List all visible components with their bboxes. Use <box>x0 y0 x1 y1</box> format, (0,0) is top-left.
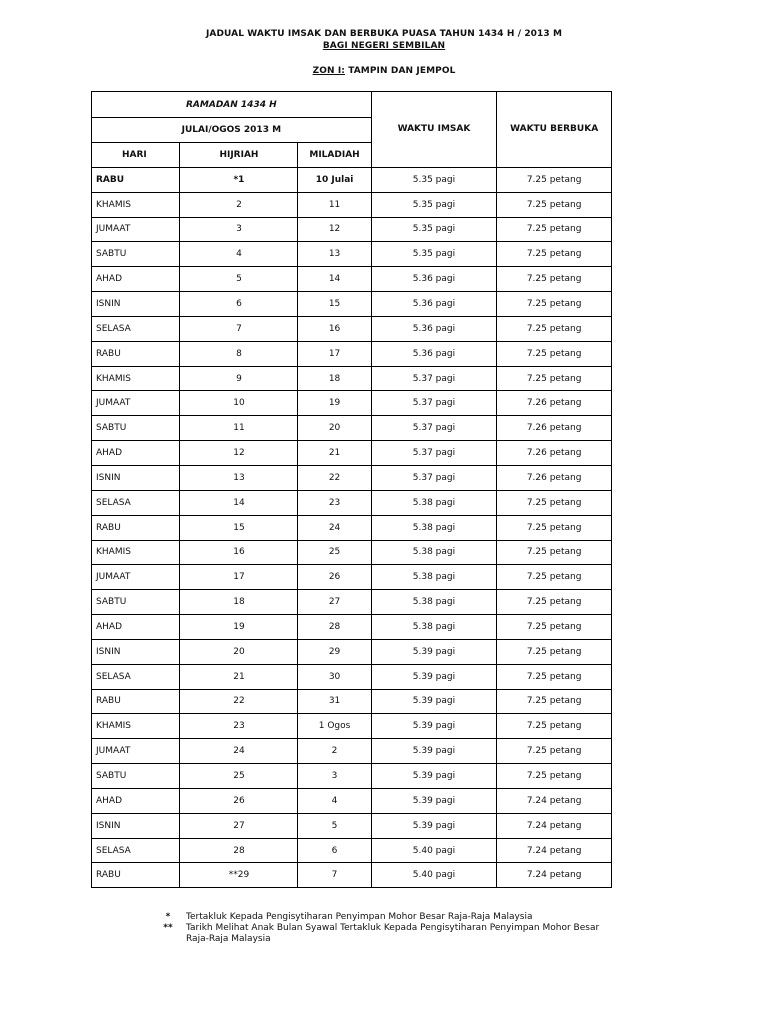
hijriah-cell: 6 <box>180 292 298 317</box>
imsak-cell: 5.37 pagi <box>371 391 497 416</box>
berbuka-cell: 7.25 petang <box>497 167 612 192</box>
imsak-cell: 5.36 pagi <box>371 267 497 292</box>
table-row <box>92 664 612 689</box>
hari-cell: ISNIN <box>92 292 180 317</box>
hari-cell: KHAMIS <box>92 714 180 739</box>
hari-cell: AHAD <box>92 267 180 292</box>
miladiah-cell: 1 Ogos <box>298 714 371 739</box>
imsak-cell: 5.37 pagi <box>371 366 497 391</box>
table-row <box>92 540 612 565</box>
header-row-ramadan <box>92 92 612 118</box>
hijriah-cell: 28 <box>180 838 298 863</box>
ramadan-label: RAMADAN 1434 H <box>92 92 372 118</box>
berbuka-cell: 7.25 petang <box>497 639 612 664</box>
footnote <box>150 923 620 945</box>
hijriah-cell: 17 <box>180 565 298 590</box>
hari-cell: SELASA <box>92 838 180 863</box>
imsak-cell: 5.38 pagi <box>371 490 497 515</box>
col-imsak-header: WAKTU IMSAK <box>371 92 497 168</box>
hari-cell: RABU <box>92 341 180 366</box>
hari-cell: RABU <box>92 689 180 714</box>
imsak-cell: 5.36 pagi <box>371 341 497 366</box>
hari-cell: AHAD <box>92 441 180 466</box>
miladiah-cell: 31 <box>298 689 371 714</box>
table-row <box>92 639 612 664</box>
berbuka-cell: 7.25 petang <box>497 292 612 317</box>
miladiah-cell: 26 <box>298 565 371 590</box>
hari-cell: RABU <box>92 515 180 540</box>
zone-name: TAMPIN DAN JEMPOL <box>344 66 456 76</box>
hijriah-cell: 7 <box>180 316 298 341</box>
table-row <box>92 391 612 416</box>
table-row <box>92 689 612 714</box>
miladiah-cell: 28 <box>298 615 371 640</box>
miladiah-cell: 27 <box>298 590 371 615</box>
imsak-cell: 5.35 pagi <box>371 167 497 192</box>
berbuka-cell: 7.25 petang <box>497 316 612 341</box>
miladiah-cell: 23 <box>298 490 371 515</box>
hijriah-cell: 14 <box>180 490 298 515</box>
hari-cell: SELASA <box>92 490 180 515</box>
berbuka-cell: 7.25 petang <box>497 217 612 242</box>
miladiah-cell: 2 <box>298 739 371 764</box>
hari-cell: SABTU <box>92 764 180 789</box>
imsak-cell: 5.35 pagi <box>371 217 497 242</box>
imsak-cell: 5.37 pagi <box>371 465 497 490</box>
table-row <box>92 838 612 863</box>
hari-cell: ISNIN <box>92 465 180 490</box>
table-row <box>92 813 612 838</box>
imsak-cell: 5.36 pagi <box>371 316 497 341</box>
imsak-cell: 5.39 pagi <box>371 639 497 664</box>
berbuka-cell: 7.25 petang <box>497 764 612 789</box>
miladiah-cell: 5 <box>298 813 371 838</box>
hijriah-cell: 27 <box>180 813 298 838</box>
hari-cell: KHAMIS <box>92 192 180 217</box>
hari-cell: JUMAAT <box>92 217 180 242</box>
miladiah-cell: 11 <box>298 192 371 217</box>
table-row <box>92 242 612 267</box>
footnotes <box>150 912 620 945</box>
miladiah-cell: 13 <box>298 242 371 267</box>
imsak-cell: 5.39 pagi <box>371 813 497 838</box>
hijriah-cell: 21 <box>180 664 298 689</box>
hijriah-cell: 5 <box>180 267 298 292</box>
hari-cell: AHAD <box>92 615 180 640</box>
miladiah-cell: 24 <box>298 515 371 540</box>
berbuka-cell: 7.24 petang <box>497 838 612 863</box>
footnote-mark: ** <box>163 923 173 933</box>
zone-heading <box>0 66 768 76</box>
table-row <box>92 863 612 888</box>
hijriah-cell: 19 <box>180 615 298 640</box>
table-row <box>92 292 612 317</box>
hijriah-cell: 20 <box>180 639 298 664</box>
miladiah-cell: 25 <box>298 540 371 565</box>
miladiah-cell: 6 <box>298 838 371 863</box>
berbuka-cell: 7.25 petang <box>497 540 612 565</box>
hijriah-cell: 8 <box>180 341 298 366</box>
table-row <box>92 490 612 515</box>
table-row <box>92 416 612 441</box>
col-berbuka-header: WAKTU BERBUKA <box>497 92 612 168</box>
miladiah-cell: 17 <box>298 341 371 366</box>
hijriah-cell: 15 <box>180 515 298 540</box>
table-row <box>92 366 612 391</box>
imsak-cell: 5.39 pagi <box>371 689 497 714</box>
imsak-cell: 5.40 pagi <box>371 838 497 863</box>
imsak-cell: 5.39 pagi <box>371 788 497 813</box>
table-row <box>92 465 612 490</box>
imsak-cell: 5.38 pagi <box>371 515 497 540</box>
hari-cell: RABU <box>92 167 180 192</box>
miladiah-cell: 21 <box>298 441 371 466</box>
hijriah-cell: 2 <box>180 192 298 217</box>
hari-cell: SELASA <box>92 316 180 341</box>
imsak-cell: 5.38 pagi <box>371 540 497 565</box>
footnote <box>150 912 620 923</box>
table-row <box>92 714 612 739</box>
hari-cell: ISNIN <box>92 813 180 838</box>
table-row <box>92 764 612 789</box>
imsak-cell: 5.35 pagi <box>371 242 497 267</box>
berbuka-cell: 7.26 petang <box>497 465 612 490</box>
berbuka-cell: 7.25 petang <box>497 590 612 615</box>
col-miladiah-header: MILADIAH <box>298 143 371 168</box>
table-row <box>92 739 612 764</box>
hijriah-cell: 9 <box>180 366 298 391</box>
berbuka-cell: 7.25 petang <box>497 515 612 540</box>
berbuka-cell: 7.25 petang <box>497 714 612 739</box>
hijriah-cell: 12 <box>180 441 298 466</box>
hijriah-cell: *1 <box>180 167 298 192</box>
miladiah-cell: 15 <box>298 292 371 317</box>
hijriah-cell: 11 <box>180 416 298 441</box>
miladiah-cell: 4 <box>298 788 371 813</box>
berbuka-cell: 7.24 petang <box>497 863 612 888</box>
table-row <box>92 590 612 615</box>
hari-cell: RABU <box>92 863 180 888</box>
berbuka-cell: 7.26 petang <box>497 441 612 466</box>
hijriah-cell: 22 <box>180 689 298 714</box>
imsak-cell: 5.38 pagi <box>371 565 497 590</box>
hari-cell: KHAMIS <box>92 540 180 565</box>
berbuka-cell: 7.26 petang <box>497 391 612 416</box>
hari-cell: SELASA <box>92 664 180 689</box>
imsak-cell: 5.39 pagi <box>371 764 497 789</box>
state-subtitle: BAGI NEGERI SEMBILAN <box>322 41 446 51</box>
table-row <box>92 316 612 341</box>
table-row <box>92 267 612 292</box>
table-row <box>92 167 612 192</box>
col-hijriah-header: HIJRIAH <box>180 143 298 168</box>
hijriah-cell: 13 <box>180 465 298 490</box>
hari-cell: JUMAAT <box>92 391 180 416</box>
berbuka-cell: 7.25 petang <box>497 739 612 764</box>
month-label: JULAI/OGOS 2013 M <box>92 118 372 143</box>
zone-label: ZON I: <box>312 66 345 76</box>
table-row <box>92 217 612 242</box>
miladiah-cell: 3 <box>298 764 371 789</box>
hijriah-cell: 4 <box>180 242 298 267</box>
miladiah-cell: 19 <box>298 391 371 416</box>
imsak-cell: 5.38 pagi <box>371 615 497 640</box>
hijriah-cell: 25 <box>180 764 298 789</box>
table-row <box>92 441 612 466</box>
table-row <box>92 341 612 366</box>
hari-cell: SABTU <box>92 416 180 441</box>
imsak-cell: 5.39 pagi <box>371 714 497 739</box>
footnote-text: Tarikh Melihat Anak Bulan Syawal Tertakluk Kepada Pengisytiharan Penyimpan Mohor Besar Raja-Raja Malaysia <box>186 923 600 944</box>
col-hari-header: HARI <box>92 143 180 168</box>
miladiah-cell: 30 <box>298 664 371 689</box>
table-row <box>92 515 612 540</box>
imsak-cell: 5.38 pagi <box>371 590 497 615</box>
hijriah-cell: 23 <box>180 714 298 739</box>
hijriah-cell: 10 <box>180 391 298 416</box>
footnote-text: Tertakluk Kepada Pengisytiharan Penyimpan Mohor Besar Raja-Raja Malaysia <box>186 912 533 922</box>
miladiah-cell: 18 <box>298 366 371 391</box>
hijriah-cell: 16 <box>180 540 298 565</box>
berbuka-cell: 7.24 petang <box>497 788 612 813</box>
berbuka-cell: 7.25 petang <box>497 242 612 267</box>
miladiah-cell: 10 Julai <box>298 167 371 192</box>
berbuka-cell: 7.25 petang <box>497 192 612 217</box>
imsak-cell: 5.36 pagi <box>371 292 497 317</box>
hari-cell: AHAD <box>92 788 180 813</box>
hari-cell: ISNIN <box>92 639 180 664</box>
table-row <box>92 192 612 217</box>
berbuka-cell: 7.25 petang <box>497 565 612 590</box>
miladiah-cell: 16 <box>298 316 371 341</box>
berbuka-cell: 7.25 petang <box>497 366 612 391</box>
table-row <box>92 788 612 813</box>
hari-cell: JUMAAT <box>92 739 180 764</box>
berbuka-cell: 7.25 petang <box>497 341 612 366</box>
berbuka-cell: 7.25 petang <box>497 615 612 640</box>
berbuka-cell: 7.26 petang <box>497 416 612 441</box>
document-title: JADUAL WAKTU IMSAK DAN BERBUKA PUASA TAHUN 1434 H / 2013 M <box>205 29 563 39</box>
imsak-cell: 5.40 pagi <box>371 863 497 888</box>
imsak-cell: 5.35 pagi <box>371 192 497 217</box>
table-row <box>92 615 612 640</box>
miladiah-cell: 12 <box>298 217 371 242</box>
miladiah-cell: 22 <box>298 465 371 490</box>
hijriah-cell: 3 <box>180 217 298 242</box>
hijriah-cell: **29 <box>180 863 298 888</box>
schedule-table <box>91 91 612 888</box>
hari-cell: JUMAAT <box>92 565 180 590</box>
imsak-cell: 5.39 pagi <box>371 664 497 689</box>
hari-cell: SABTU <box>92 242 180 267</box>
berbuka-cell: 7.24 petang <box>497 813 612 838</box>
miladiah-cell: 20 <box>298 416 371 441</box>
miladiah-cell: 7 <box>298 863 371 888</box>
imsak-cell: 5.37 pagi <box>371 441 497 466</box>
imsak-cell: 5.39 pagi <box>371 739 497 764</box>
berbuka-cell: 7.25 petang <box>497 689 612 714</box>
berbuka-cell: 7.25 petang <box>497 664 612 689</box>
miladiah-cell: 14 <box>298 267 371 292</box>
hijriah-cell: 18 <box>180 590 298 615</box>
table-row <box>92 565 612 590</box>
imsak-cell: 5.37 pagi <box>371 416 497 441</box>
hari-cell: KHAMIS <box>92 366 180 391</box>
hijriah-cell: 26 <box>180 788 298 813</box>
miladiah-cell: 29 <box>298 639 371 664</box>
hijriah-cell: 24 <box>180 739 298 764</box>
footnote-mark: * <box>165 912 171 922</box>
berbuka-cell: 7.25 petang <box>497 490 612 515</box>
berbuka-cell: 7.25 petang <box>497 267 612 292</box>
hari-cell: SABTU <box>92 590 180 615</box>
